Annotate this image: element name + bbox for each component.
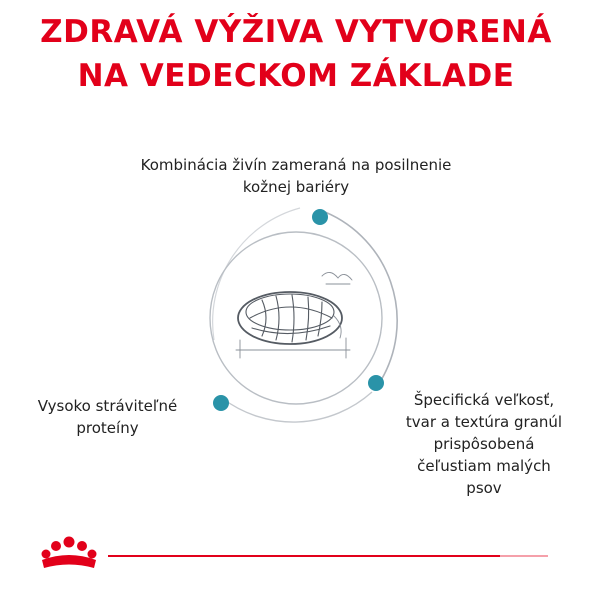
benefit-skin-barrier-line-2: kožnej bariéry (242, 178, 350, 196)
royal-canin-crown-logo (38, 534, 100, 574)
headline-line-2: NA VEDECKOM ZÁKLADE (77, 58, 515, 94)
benefit-skin-barrier (120, 154, 472, 198)
benefit-kibble-size (380, 389, 588, 499)
kibble-sketch-icon (236, 272, 352, 358)
headline-line-1: ZDRAVÁ VÝŽIVA VYTVORENÁ (40, 14, 552, 50)
benefit-kibble-size-line-5: psov (466, 479, 502, 497)
benefit-kibble-size-line-3: prispôsobená (433, 435, 535, 453)
outer-ring-arc-bottom-left (222, 392, 372, 422)
benefit-kibble-size-line-2: tvar a textúra granúl (405, 413, 563, 431)
benefit-dot-top (312, 209, 328, 225)
benefit-kibble-size-line-4: čeľustiam malých (417, 457, 551, 475)
outer-ring-arc-right (320, 210, 397, 382)
benefit-dot-left (213, 395, 229, 411)
benefit-digestible-proteins-line-1: Vysoko stráviteľné (37, 397, 178, 415)
benefit-kibble-size-line-1: Špecifická veľkosť, (413, 391, 555, 409)
benefit-digestible-proteins-line-2: proteíny (76, 419, 139, 437)
outer-ring-arc-left (213, 208, 300, 340)
benefit-digestible-proteins (30, 395, 185, 439)
benefit-skin-barrier-line-1: Kombinácia živín zameraná na posilnenie (140, 156, 452, 174)
inner-circle (210, 232, 382, 404)
